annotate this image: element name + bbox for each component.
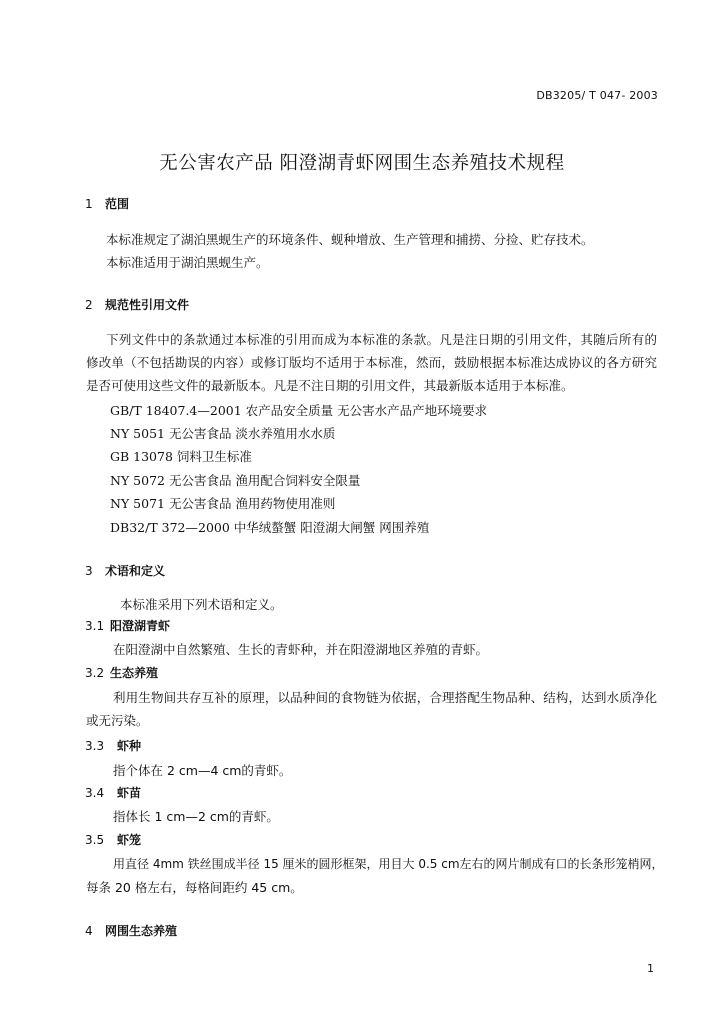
term-heading	[85, 664, 158, 681]
term-name: 虾笼	[117, 833, 142, 847]
section-number: 3	[85, 564, 93, 578]
term-number: 3.4	[85, 786, 105, 800]
section-1-paragraph-1: 本标准规定了湖泊黑蚬生产的环境条件、蚬种增放、生产管理和捕捞、分捡、贮存技术。	[106, 232, 594, 247]
term-definition-continued: 每条 20 格左右，每格间距约 45 cm。	[86, 880, 303, 895]
term-heading	[85, 784, 141, 801]
section-2-line-3: 是否可使用这些文件的最新版本。凡是不注日期的引用文件，其最新版本适用于本标准。	[86, 378, 574, 393]
page-number: 1	[647, 962, 654, 975]
term-definition: 指个体在 2 cm—4 cm的青虾。	[113, 763, 292, 778]
term-definition: 利用生物间共存互补的原理，以品种间的食物链为依据，合理搭配生物品种、结构，达到水质净化	[113, 690, 657, 705]
section-2-line-1: 下列文件中的条款通过本标准的引用而成为本标准的条款。凡是注日期的引用文件，其随后所有的	[106, 332, 657, 347]
term-definition: 指体长 1 cm—2 cm的青虾。	[113, 809, 279, 824]
term-name: 阳澄湖青虾	[110, 619, 171, 633]
term-name: 生态养殖	[110, 666, 159, 680]
term-heading	[85, 737, 141, 754]
term-definition-continued: 或无污染。	[86, 713, 149, 728]
reference-item: NY 5072 无公害食品 渔用配合饲料安全限量	[110, 473, 361, 488]
section-3-intro: 本标准采用下列术语和定义。	[120, 597, 283, 612]
section-title: 术语和定义	[105, 564, 166, 578]
section-title: 范围	[105, 197, 130, 211]
standard-code: DB3205/ T 047- 2003	[536, 89, 658, 102]
term-heading	[85, 617, 170, 634]
section-title: 网围生态养殖	[105, 924, 178, 938]
reference-item: DB32/T 372—2000 中华绒螯蟹 阳澄湖大闸蟹 网围养殖	[110, 520, 430, 535]
reference-item: NY 5071 无公害食品 渔用药物使用准则	[110, 496, 336, 511]
term-number: 3.2	[85, 666, 105, 680]
section-2-line-2: 修改单（不包括勘误的内容）或修订版均不适用于本标准，然而，鼓励根据本标准达成协议的各方研究	[86, 355, 657, 370]
section-1-heading	[85, 195, 129, 212]
term-name: 虾苗	[117, 786, 142, 800]
section-number: 2	[85, 298, 93, 312]
document-title: 无公害农产品 阳澄湖青虾网围生态养殖技术规程	[159, 153, 565, 174]
reference-item: GB/T 18407.4—2001 农产品安全质量 无公害水产品产地环境要求	[110, 403, 488, 418]
section-number: 1	[85, 197, 93, 211]
section-1-paragraph-2: 本标准适用于湖泊黑蚬生产。	[106, 255, 269, 270]
reference-item: GB 13078 饲料卫生标准	[110, 449, 252, 464]
section-4-heading	[85, 922, 177, 939]
term-number: 3.1	[85, 619, 105, 633]
term-heading	[85, 831, 141, 848]
section-2-heading	[85, 296, 189, 313]
term-definition: 在阳澄湖中自然繁殖、生长的青虾种，并在阳澄湖地区养殖的青虾。	[113, 642, 489, 657]
section-number: 4	[85, 924, 93, 938]
term-number: 3.3	[85, 739, 105, 753]
section-title: 规范性引用文件	[105, 298, 190, 312]
term-definition: 用直径 4mm 铁丝围成半径 15 厘米的圆形框架，用目大 0.5 cm左右的网片制成有口的长条形笼梢网，	[113, 857, 664, 871]
term-number: 3.5	[85, 833, 105, 847]
term-name: 虾种	[117, 739, 142, 753]
section-3-heading	[85, 562, 165, 579]
reference-item: NY 5051 无公害食品 淡水养殖用水水质	[110, 426, 336, 441]
